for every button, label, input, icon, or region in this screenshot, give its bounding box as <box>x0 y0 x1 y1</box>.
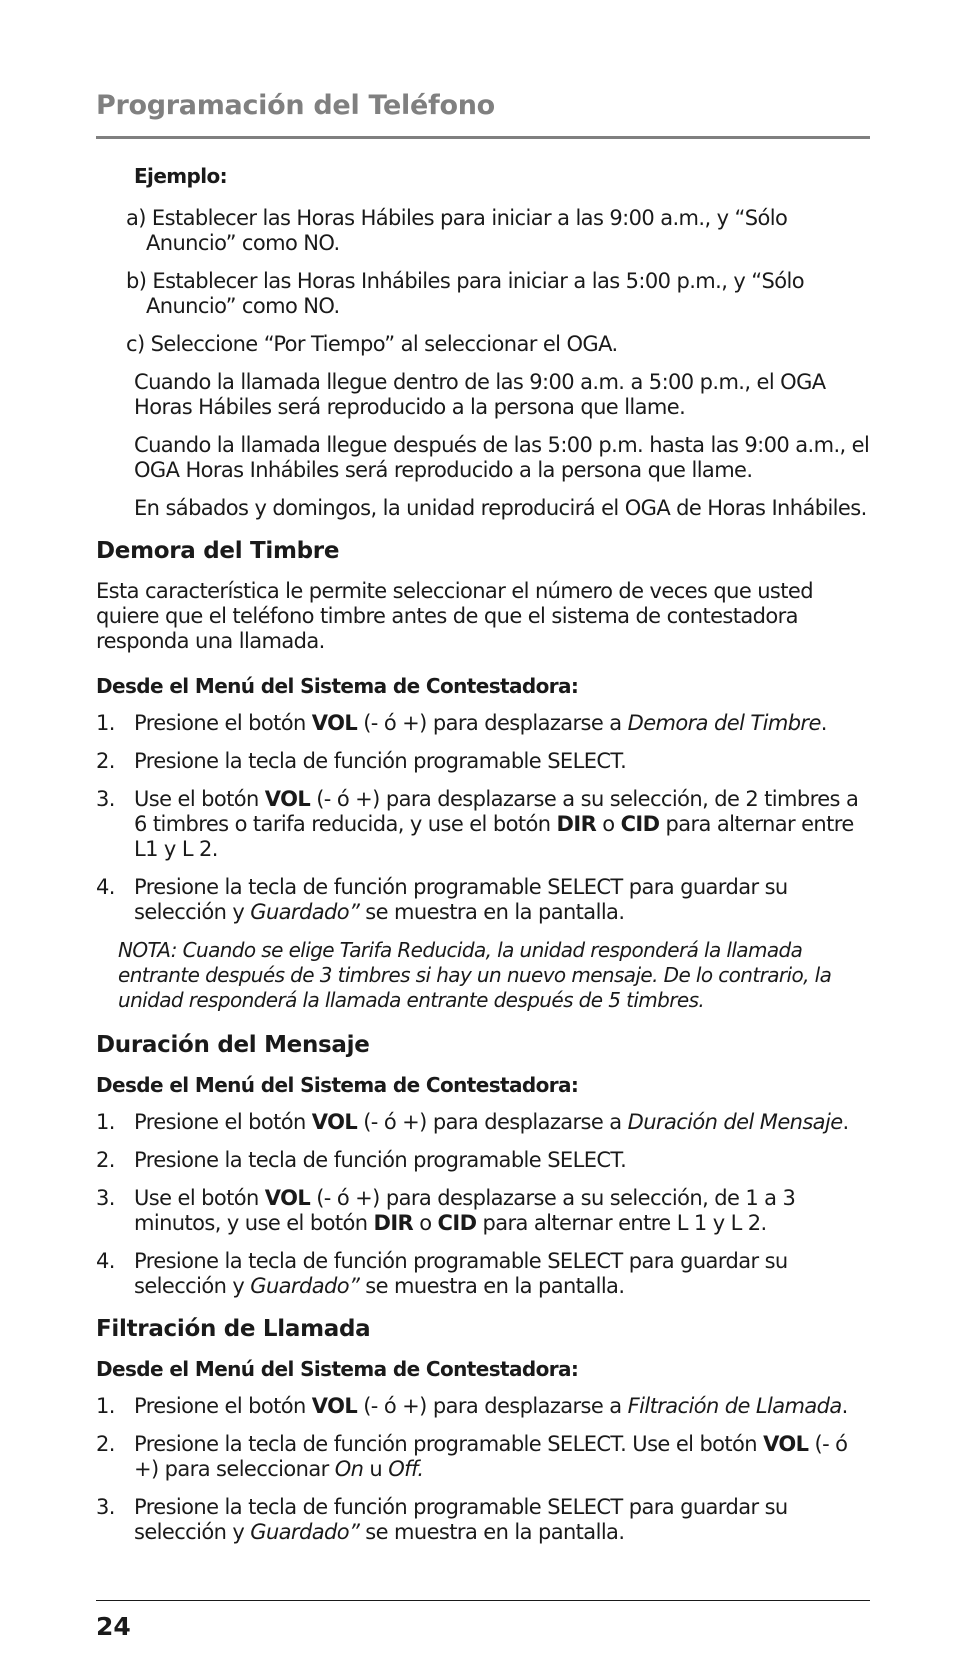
section-heading-filtracion: Filtración de Llamada <box>96 1316 371 1342</box>
button-name: VOL <box>311 1394 358 1418</box>
step-number: 3. <box>96 1186 115 1210</box>
step-number: 1. <box>96 1110 115 1134</box>
step-text: se muestra en la pantalla. <box>359 900 625 924</box>
list-item <box>96 749 876 774</box>
step-text: se muestra en la pantalla. <box>359 1520 625 1544</box>
section-heading-duracion: Duración del Mensaje <box>96 1032 370 1058</box>
list-item <box>96 1495 876 1545</box>
step-text: Presione la tecla de función programable SELECT para guardar su selección y <box>134 875 788 924</box>
step-text: (- ó +) para desplazarse a su selección, de 1 a 3 minutos, y use el botón <box>134 1186 796 1235</box>
step-text: Presione el botón <box>134 1394 312 1418</box>
example-label: Ejemplo: <box>134 164 228 188</box>
step-text: o <box>596 812 621 836</box>
step-text: Presione el botón <box>134 711 312 735</box>
page-content <box>96 164 876 1558</box>
step-text: se muestra en la pantalla. <box>359 1274 625 1298</box>
menu-term: Duración del Mensaje <box>627 1110 843 1134</box>
step-text: Presione la tecla de función programable SELECT. Use el botón <box>134 1432 764 1456</box>
list-item <box>96 787 876 862</box>
step-text: Presione la tecla de función programable SELECT para guardar su selección y <box>134 1495 788 1544</box>
example-item: c) Seleccione “Por Tiempo” al seleccionar el OGA. <box>126 332 618 356</box>
step-text: Presione la tecla de función programable SELECT. <box>134 749 627 773</box>
example-paragraph: En sábados y domingos, la unidad reproducirá el OGA de Horas Inhábiles. <box>134 496 867 520</box>
list-item <box>96 1186 876 1236</box>
step-number: 2. <box>96 1432 115 1456</box>
step-text: para alternar entre L 1 y L 2. <box>476 1211 767 1235</box>
option-off: Off. <box>388 1457 424 1481</box>
example-item: a) Establecer las Horas Hábiles para iniciar a las 9:00 a.m., y “Sólo Anuncio” como NO. <box>126 206 788 255</box>
example-item: b) Establecer las Horas Inhábiles para iniciar a las 5:00 p.m., y “Sólo Anuncio” como NO. <box>126 269 805 318</box>
list-item <box>96 1148 876 1173</box>
list-item <box>96 1432 876 1482</box>
step-text: (- ó +) para desplazarse a <box>357 1394 628 1418</box>
menu-term: Filtración de Llamada <box>627 1394 842 1418</box>
display-message: Guardado” <box>250 1520 360 1544</box>
steps-list-demora <box>96 711 876 925</box>
button-name: VOL <box>311 1110 358 1134</box>
step-number: 1. <box>96 1394 115 1418</box>
step-number: 2. <box>96 749 115 773</box>
step-text: (- ó +) para desplazarse a <box>357 1110 628 1134</box>
button-name: CID <box>437 1211 477 1235</box>
menu-heading: Desde el Menú del Sistema de Contestadora: <box>96 1357 579 1381</box>
button-name: DIR <box>373 1211 414 1235</box>
page-number: 24 <box>96 1612 131 1641</box>
list-item <box>96 1249 876 1299</box>
step-number: 3. <box>96 787 115 811</box>
list-item <box>96 711 876 736</box>
step-text: o <box>413 1211 438 1235</box>
step-number: 4. <box>96 1249 115 1273</box>
step-number: 2. <box>96 1148 115 1172</box>
section-heading-demora: Demora del Timbre <box>96 538 340 564</box>
example-paragraph: Cuando la llamada llegue dentro de las 9:00 a.m. a 5:00 p.m., el OGA Horas Hábiles será reproducido a la persona que llame. <box>134 370 826 419</box>
footer-rule <box>96 1600 870 1601</box>
list-item <box>96 1394 876 1419</box>
step-text: Use el botón <box>134 1186 265 1210</box>
step-text: (- ó +) para desplazarse a su selección, de 2 timbres a 6 timbres o tarifa reducida, y use el botón <box>134 787 859 836</box>
step-text: u <box>363 1457 389 1481</box>
steps-list-duracion <box>96 1110 876 1299</box>
step-number: 1. <box>96 711 115 735</box>
list-item <box>96 875 876 925</box>
note-text: NOTA: Cuando se elige Tarifa Reducida, la unidad responderá la llamada entrante después de 3 timbres si hay un nuevo mensaje. De lo contrario, la unidad responderá la llamada entrante después de 5 timbres. <box>118 938 832 1012</box>
menu-heading: Desde el Menú del Sistema de Contestadora: <box>96 674 579 698</box>
step-text: Presione la tecla de función programable SELECT para guardar su selección y <box>134 1249 788 1298</box>
button-name: VOL <box>763 1432 809 1456</box>
step-number: 4. <box>96 875 115 899</box>
step-text: Use el botón <box>134 787 265 811</box>
step-number: 3. <box>96 1495 115 1519</box>
button-name: VOL <box>311 711 358 735</box>
step-text: (- ó +) para desplazarse a <box>357 711 628 735</box>
running-header: Programación del Teléfono <box>96 90 495 121</box>
step-text: . <box>841 1394 848 1418</box>
section-intro: Esta característica le permite seleccionar el número de veces que usted quiere que el teléfono timbre antes de que el sistema de contestadora responda una llamada. <box>96 579 813 653</box>
example-paragraph: Cuando la llamada llegue después de las 5:00 p.m. hasta las 9:00 a.m., el OGA Horas Inhábiles será reproducido a la persona que llame. <box>134 433 870 482</box>
list-item <box>96 1110 876 1135</box>
step-text: Presione la tecla de función programable SELECT. <box>134 1148 627 1172</box>
step-text: Presione el botón <box>134 1110 312 1134</box>
display-message: Guardado” <box>250 1274 360 1298</box>
step-text: para alternar entre L1 y L 2. <box>134 812 854 861</box>
steps-list-filtracion <box>96 1394 876 1545</box>
button-name: VOL <box>264 787 311 811</box>
step-text: . <box>842 1110 849 1134</box>
option-on: On <box>334 1457 364 1481</box>
button-name: VOL <box>264 1186 311 1210</box>
button-name: DIR <box>556 812 597 836</box>
header-rule <box>96 136 870 139</box>
display-message: Guardado” <box>250 900 360 924</box>
menu-term: Demora del Timbre <box>627 711 821 735</box>
button-name: CID <box>620 812 660 836</box>
menu-heading: Desde el Menú del Sistema de Contestadora: <box>96 1073 579 1097</box>
step-text: . <box>820 711 827 735</box>
step-text: (- ó +) para seleccionar <box>134 1432 848 1481</box>
